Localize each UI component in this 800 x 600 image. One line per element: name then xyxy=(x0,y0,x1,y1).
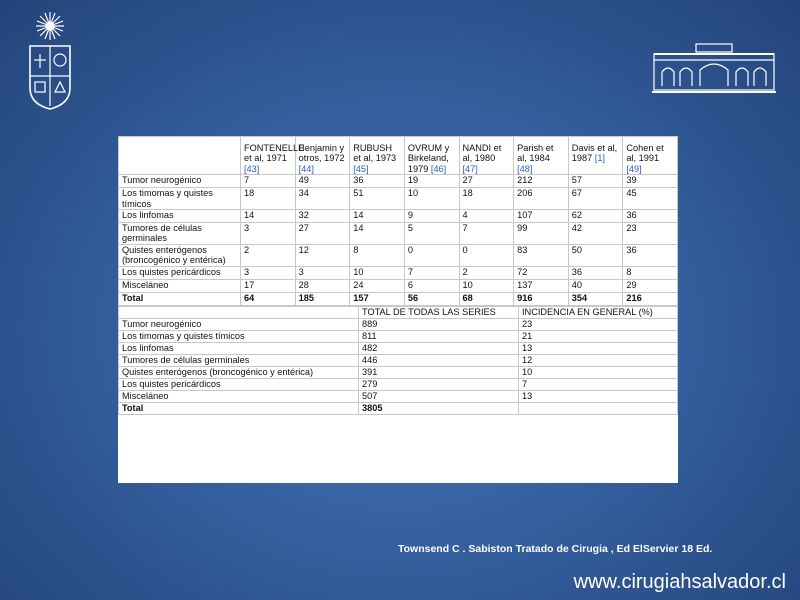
series-total: 811 xyxy=(359,330,519,342)
table-row xyxy=(119,292,678,305)
table-row xyxy=(119,378,678,390)
incidence-value: 10 xyxy=(519,366,678,378)
table-row xyxy=(119,279,678,292)
study-header xyxy=(241,137,305,175)
cell-value: 7 xyxy=(459,223,514,245)
cell-value: 216 xyxy=(623,292,678,305)
study-header xyxy=(514,137,569,175)
table-row xyxy=(119,330,678,342)
cell-value: 14 xyxy=(350,223,405,245)
cell-value: 3 xyxy=(241,223,296,245)
cell-value: 28 xyxy=(295,279,350,292)
cell-value: 36 xyxy=(350,175,405,188)
study-name: FONTENELLE et al, 1971 xyxy=(244,143,305,164)
study-name: OVRUM y Birkeland, 1979 xyxy=(407,143,450,174)
cell-value: 12 xyxy=(295,244,350,266)
cell-value: 29 xyxy=(623,279,678,292)
table-row xyxy=(119,223,678,245)
table-row xyxy=(119,366,678,378)
row-label: Total xyxy=(119,402,359,414)
study-reference: [47] xyxy=(462,163,478,174)
cell-value: 36 xyxy=(568,266,623,279)
cell-value: 72 xyxy=(514,266,569,279)
studies-table xyxy=(118,136,678,306)
incidence-value: 13 xyxy=(519,390,678,402)
row-label: Los linfomas xyxy=(119,210,241,223)
cell-value: 23 xyxy=(623,223,678,245)
study-header xyxy=(459,137,514,175)
row-label: Los quistes pericárdicos xyxy=(119,378,359,390)
cell-value: 24 xyxy=(350,279,405,292)
cell-value: 18 xyxy=(241,188,296,210)
cell-value: 7 xyxy=(404,266,459,279)
study-header xyxy=(350,137,405,175)
study-name: NANDI et al, 1980 xyxy=(462,143,502,164)
table-row xyxy=(119,175,678,188)
cell-value: 3 xyxy=(241,266,296,279)
university-emblem-icon xyxy=(26,10,74,110)
row-label: Total xyxy=(119,292,241,305)
table-row xyxy=(119,390,678,402)
series-total: 446 xyxy=(359,354,519,366)
cell-value: 99 xyxy=(514,223,569,245)
studies-header-row xyxy=(119,137,678,175)
cell-value: 19 xyxy=(404,175,459,188)
row-label: Los timomas y quistes tímicos xyxy=(119,188,241,210)
cell-value: 2 xyxy=(241,244,296,266)
cell-value: 0 xyxy=(404,244,459,266)
row-label: Los quistes pericárdicos xyxy=(119,266,241,279)
study-reference: [44] xyxy=(298,163,314,174)
cell-value: 40 xyxy=(568,279,623,292)
cell-value: 354 xyxy=(568,292,623,305)
cell-value: 916 xyxy=(514,292,569,305)
table-row xyxy=(119,342,678,354)
cell-value: 17 xyxy=(241,279,296,292)
study-name: Benjamin y otros, 1972 xyxy=(298,143,345,164)
table-row xyxy=(119,266,678,279)
study-reference: [48] xyxy=(517,163,533,174)
incidence-value xyxy=(519,402,678,414)
cell-value: 64 xyxy=(241,292,296,305)
row-label: Tumor neurogénico xyxy=(119,318,359,330)
cell-value: 206 xyxy=(514,188,569,210)
cell-value: 32 xyxy=(295,210,350,223)
cell-value: 137 xyxy=(514,279,569,292)
study-header xyxy=(623,137,678,175)
table-row xyxy=(119,318,678,330)
cell-value: 4 xyxy=(459,210,514,223)
source-table-image xyxy=(118,136,678,483)
incidence-value: 13 xyxy=(519,342,678,354)
row-label: Misceláneo xyxy=(119,390,359,402)
cell-value: 56 xyxy=(404,292,459,305)
cell-value: 39 xyxy=(623,175,678,188)
table-row xyxy=(119,354,678,366)
row-label: Quistes enterógenos (broncogénico y entérica) xyxy=(119,244,241,266)
source-credit: Townsend C . Sabiston Tratado de Cirugia , Ed ElServier 18 Ed. xyxy=(398,543,713,555)
series-total: 279 xyxy=(359,378,519,390)
cell-value: 36 xyxy=(623,210,678,223)
table-row xyxy=(119,402,678,414)
cell-value: 49 xyxy=(295,175,350,188)
study-header xyxy=(568,137,623,175)
table-row xyxy=(119,210,678,223)
series-total: 391 xyxy=(359,366,519,378)
cell-value: 10 xyxy=(350,266,405,279)
cell-value: 27 xyxy=(295,223,350,245)
table-row xyxy=(119,244,678,266)
study-name: Davis et al, 1987 xyxy=(571,143,618,164)
series-total: 507 xyxy=(359,390,519,402)
website-url[interactable]: www.cirugiahsalvador.cl xyxy=(573,571,786,593)
cell-value: 3 xyxy=(295,266,350,279)
study-name: Parish et al, 1984 xyxy=(517,143,554,164)
study-reference: [1] xyxy=(594,153,605,164)
cell-value: 57 xyxy=(568,175,623,188)
cell-value: 68 xyxy=(459,292,514,305)
cell-value: 10 xyxy=(404,188,459,210)
row-label: Tumor neurogénico xyxy=(119,175,241,188)
cell-value: 9 xyxy=(404,210,459,223)
incidence-value: 7 xyxy=(519,378,678,390)
cell-value: 62 xyxy=(568,210,623,223)
totals-table xyxy=(118,306,678,415)
cell-value: 45 xyxy=(623,188,678,210)
row-label: Quistes enterógenos (broncogénico y entérica) xyxy=(119,366,359,378)
row-label: Misceláneo xyxy=(119,279,241,292)
cell-value: 212 xyxy=(514,175,569,188)
row-label: Los timomas y quistes tímicos xyxy=(119,330,359,342)
table-row xyxy=(119,188,678,210)
total-series-header: TOTAL DE TODAS LAS SERIES xyxy=(359,306,519,318)
cell-value: 42 xyxy=(568,223,623,245)
cell-value: 5 xyxy=(404,223,459,245)
cell-value: 18 xyxy=(459,188,514,210)
cell-value: 50 xyxy=(568,244,623,266)
cell-value: 83 xyxy=(514,244,569,266)
cell-value: 2 xyxy=(459,266,514,279)
cell-value: 14 xyxy=(241,210,296,223)
totals-header-row xyxy=(119,306,678,318)
cell-value: 10 xyxy=(459,279,514,292)
cell-value: 185 xyxy=(295,292,350,305)
series-total: 3805 xyxy=(359,402,519,414)
incidence-value: 23 xyxy=(519,318,678,330)
cell-value: 51 xyxy=(350,188,405,210)
study-header xyxy=(404,137,459,175)
study-reference: [45] xyxy=(353,163,369,174)
cell-value: 36 xyxy=(623,244,678,266)
study-name: RUBUSH et al, 1973 xyxy=(353,143,397,164)
cell-value: 27 xyxy=(459,175,514,188)
study-name: Cohen et al, 1991 xyxy=(626,143,664,164)
cell-value: 7 xyxy=(241,175,296,188)
row-label: Tumores de células germinales xyxy=(119,223,241,245)
study-reference: [43] xyxy=(244,163,260,174)
series-total: 482 xyxy=(359,342,519,354)
row-label: Los linfomas xyxy=(119,342,359,354)
incidence-value: 21 xyxy=(519,330,678,342)
cell-value: 67 xyxy=(568,188,623,210)
hospital-building-icon xyxy=(652,42,776,94)
row-label: Tumores de células germinales xyxy=(119,354,359,366)
study-header xyxy=(295,137,350,175)
cell-value: 8 xyxy=(350,244,405,266)
cell-value: 8 xyxy=(623,266,678,279)
series-total: 889 xyxy=(359,318,519,330)
cell-value: 6 xyxy=(404,279,459,292)
study-reference: [46] xyxy=(430,163,447,174)
cell-value: 107 xyxy=(514,210,569,223)
incidence-header: INCIDENCIA EN GENERAL (%) xyxy=(519,306,678,318)
study-reference: [49] xyxy=(626,163,642,174)
cell-value: 34 xyxy=(295,188,350,210)
incidence-value: 12 xyxy=(519,354,678,366)
cell-value: 14 xyxy=(350,210,405,223)
cell-value: 157 xyxy=(350,292,405,305)
cell-value: 0 xyxy=(459,244,514,266)
